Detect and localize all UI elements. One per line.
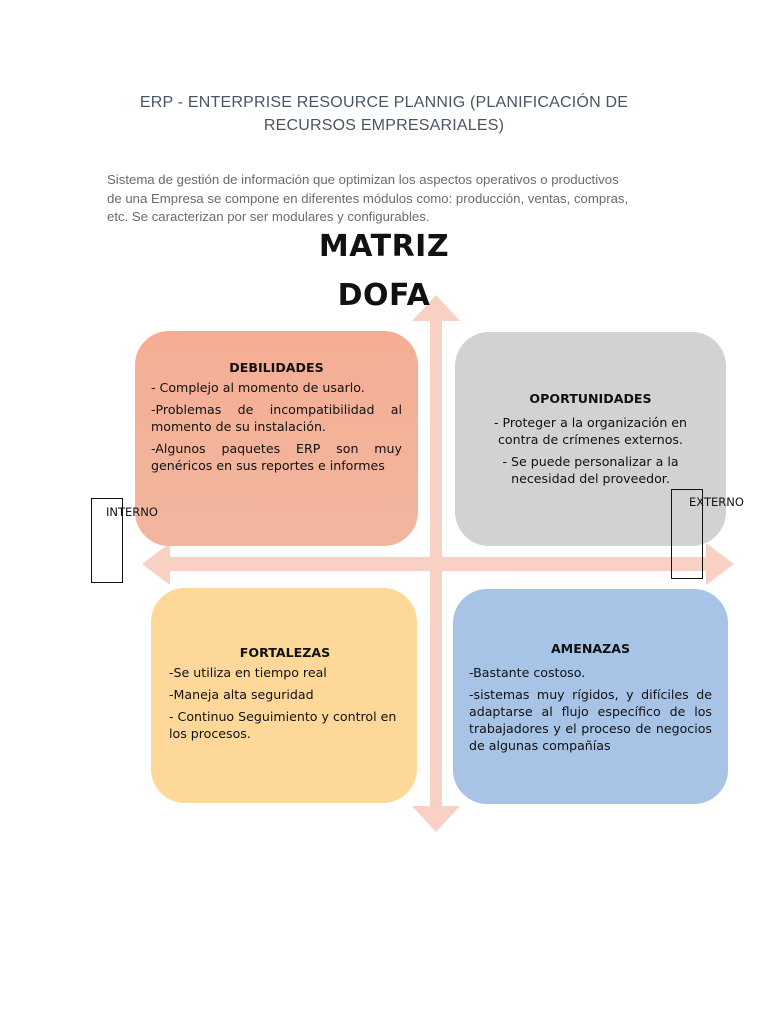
fortalezas-item: -Maneja alta seguridad bbox=[169, 687, 314, 702]
intro-line-2: de una Empresa se compone en diferentes módulos como: producción, ventas, compras, bbox=[107, 190, 629, 206]
title-line-2: RECURSOS EMPRESARIALES) bbox=[263, 117, 505, 134]
debilidades-heading: DEBILIDADES bbox=[229, 360, 324, 375]
quadrant-debilidades bbox=[135, 331, 418, 546]
quadrant-fortalezas bbox=[151, 588, 417, 803]
fortalezas-item: -Se utiliza en tiempo real bbox=[169, 665, 327, 680]
matrix-title-line-1: MATRIZ bbox=[318, 229, 450, 264]
intro-line-1: Sistema de gestión de información que optimizan los aspectos operativos o productivos bbox=[107, 172, 619, 187]
amenazas-heading: AMENAZAS bbox=[550, 641, 631, 656]
interno-label: INTERNO bbox=[106, 505, 158, 519]
fortalezas-item: - Continuo Seguimiento y control en los procesos. bbox=[169, 709, 397, 741]
debilidades-item: -Algunos paquetes ERP son muy genéricos en sus reportes e informes bbox=[151, 441, 402, 473]
oportunidades-heading: OPORTUNIDADES bbox=[529, 391, 652, 406]
amenazas-item: -sistemas muy rígidos, y difíciles de adaptarse al flujo específico de los trabajadores y el proceso de negocios de algunas compañías bbox=[469, 687, 712, 753]
amenazas-item: -Bastante costoso. bbox=[469, 665, 586, 680]
oportunidades-item: - Proteger a la organización en contra de crímenes externos. bbox=[493, 415, 688, 447]
debilidades-item: -Problemas de incompatibilidad al momento de su instalación. bbox=[151, 402, 402, 434]
title-line-1: ERP - ENTERPRISE RESOURCE PLANNIG (PLANIFICACIÓN DE bbox=[139, 94, 629, 111]
intro-line-3: etc. Se caracterizan por ser modulares y configurables. bbox=[107, 209, 430, 224]
fortalezas-heading: FORTALEZAS bbox=[239, 645, 331, 660]
matrix-title-line-2: DOFA bbox=[337, 278, 431, 313]
externo-label: EXTERNO bbox=[689, 495, 744, 509]
debilidades-item: - Complejo al momento de usarlo. bbox=[151, 380, 365, 395]
quadrant-amenazas bbox=[453, 589, 728, 804]
oportunidades-item: - Se puede personalizar a la necesidad del proveedor. bbox=[502, 454, 679, 486]
